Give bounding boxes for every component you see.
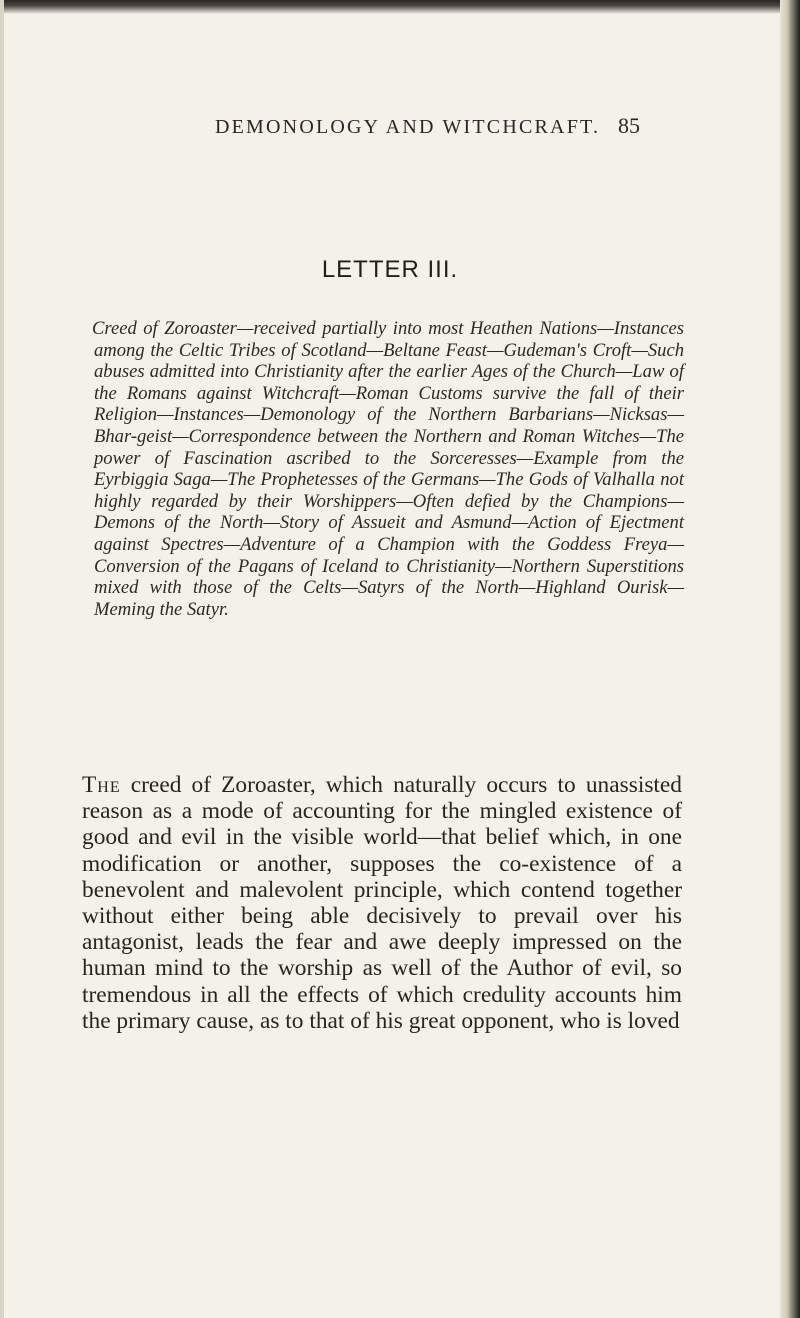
lead-word: The	[82, 772, 121, 798]
book-binding-edge	[780, 0, 800, 1318]
body-paragraph-text: creed of Zoroaster, which naturally occurs to unassisted reason as a mode of accounting for the mingled existence of good and evil in the visible world—that belief which, in one modification or another, supposes the co-existence of a benevolent and malevolent principle, which contend together without either being able decisively to prevail over his antagonist, leads the fear and awe deeply impressed on the human mind to the worship as well of the Author of evil, so tremendous in all the effects of which credulity accounts him the primary cause, as to that of his great opponent, who is loved	[82, 772, 682, 1034]
body-paragraph	[82, 772, 682, 1034]
chapter-synopsis: Creed of Zoroaster—received partially into most Heathen Nations—Instances among the Celtic Tribes of Scotland—Beltane Feast—Gudeman's Croft—Such abuses admitted into Christianity after the earlier Ages of the Church—Law of the Romans against Witchcraft—Roman Customs survive the fall of their Religion—Instances—Demonology of the Northern Barbarians—Nicksas—Bhar-geist—Correspondence between the Northern and Roman Witches—The power of Fascination ascribed to the Sorceresses—Example from the Eyrbiggia Saga—The Prophetesses of the Germans—The Gods of Valhalla not highly regarded by their Worshippers—Often defied by the Champions—Demons of the North—Story of Assueit and Asmund—Action of Ejectment against Spectres—Adventure of a Champion with the Goddess Freya—Conversion of the Pagans of Iceland to Christianity—Northern Superstitions mixed with those of the Celts—Satyrs of the North—Highland Ourisk—Meming the Satyr.	[92, 318, 684, 620]
page-top-edge	[0, 0, 800, 14]
page-left-edge	[0, 0, 4, 1318]
chapter-heading: LETTER III.	[321, 256, 459, 283]
running-title: DEMONOLOGY AND WITCHCRAFT.	[215, 116, 601, 138]
page-number: 85	[618, 113, 640, 138]
running-head	[100, 113, 640, 139]
